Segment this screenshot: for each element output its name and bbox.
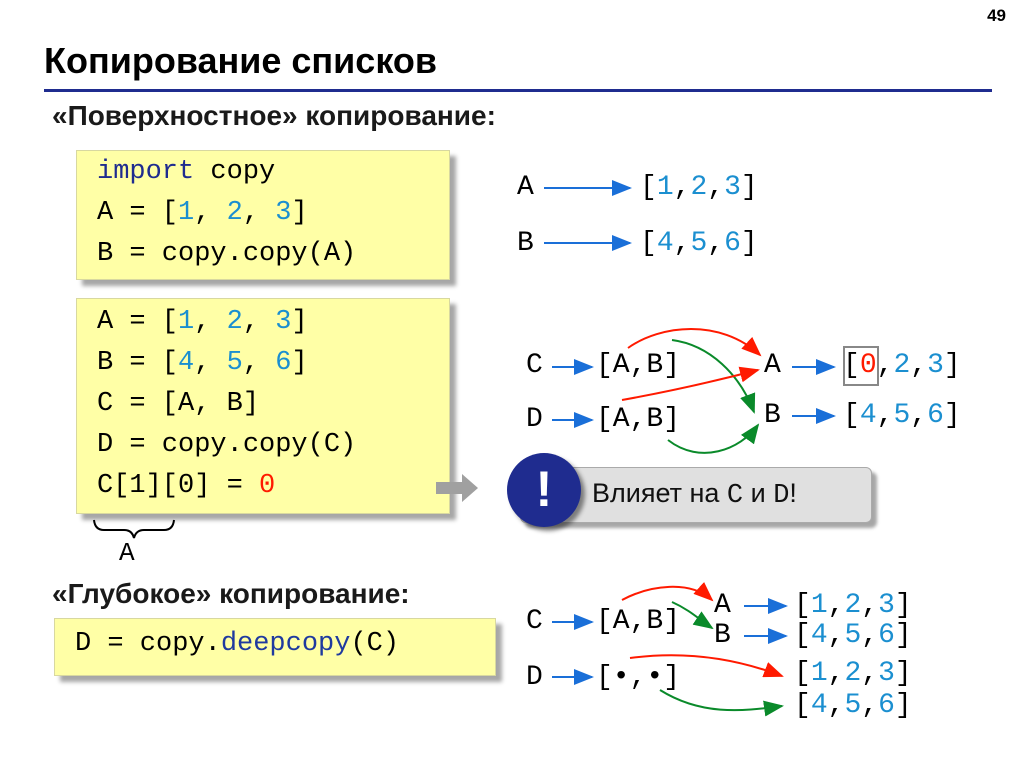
diagram-label-b: B: [714, 620, 731, 651]
list-a-values: [0,2,3]: [843, 350, 961, 381]
list-values: [1,2,3]: [794, 590, 912, 621]
ref-arrow-red: [630, 655, 782, 676]
list-c-refs: [A,B]: [596, 606, 681, 637]
code-line: A = [1, 2, 3]: [97, 198, 308, 228]
ref-arrow-red: [628, 329, 760, 355]
diagram-label-c: C: [526, 606, 543, 637]
ref-arrow-green: [660, 690, 782, 710]
diagram-label-d: D: [526, 404, 543, 435]
diagram-label-a: A: [764, 350, 781, 381]
shallow-copy-heading: «Поверхностное» копирование:: [52, 100, 496, 131]
diagram-label-a: A: [714, 590, 731, 621]
deep-copy-heading: «Глубокое» копирование:: [52, 578, 410, 609]
slide-title: Копирование списков: [44, 40, 437, 81]
list-d-refs: [•,•]: [596, 662, 681, 693]
code-line: B = copy.copy(A): [97, 239, 357, 269]
code-line: B = [4, 5, 6]: [97, 348, 308, 378]
diagram-label-a: A: [517, 172, 534, 203]
list-a-values: [1,2,3]: [640, 172, 758, 203]
code-line: A = [1, 2, 3]: [97, 307, 308, 337]
code-line: D = copy.copy(C): [97, 430, 357, 460]
brace-label: A: [119, 538, 135, 568]
diagram-label-c: C: [526, 350, 543, 381]
ref-arrow-green: [672, 602, 712, 628]
ref-arrow-red: [622, 370, 758, 400]
list-d-refs: [A,B]: [596, 404, 681, 435]
gray-arrow: [436, 474, 478, 502]
list-values: [1,2,3]: [794, 658, 912, 689]
list-b-values: [4,5,6]: [843, 400, 961, 431]
list-c-refs: [A,B]: [596, 350, 681, 381]
ref-arrow-green: [672, 340, 754, 412]
ref-arrow-green: [668, 425, 758, 453]
ref-arrow-red: [622, 587, 712, 600]
code-line: import copy: [97, 157, 276, 187]
code-line: C = [A, B]: [97, 389, 260, 419]
list-values: [4,5,6]: [794, 690, 912, 721]
list-values: [4,5,6]: [794, 620, 912, 651]
list-b-values: [4,5,6]: [640, 228, 758, 259]
brace: [94, 520, 174, 538]
warning-text: Влияет на C и D!: [592, 478, 797, 511]
code-line: C[1][0] = 0: [97, 471, 276, 501]
diagram-label-b: B: [517, 228, 534, 259]
diagram-label-b: B: [764, 400, 781, 431]
exclamation-icon: !: [507, 453, 581, 527]
code-line: D = copy.deepcopy(C): [75, 629, 400, 659]
diagram-label-d: D: [526, 662, 543, 693]
slide-number: 49: [987, 6, 1006, 25]
